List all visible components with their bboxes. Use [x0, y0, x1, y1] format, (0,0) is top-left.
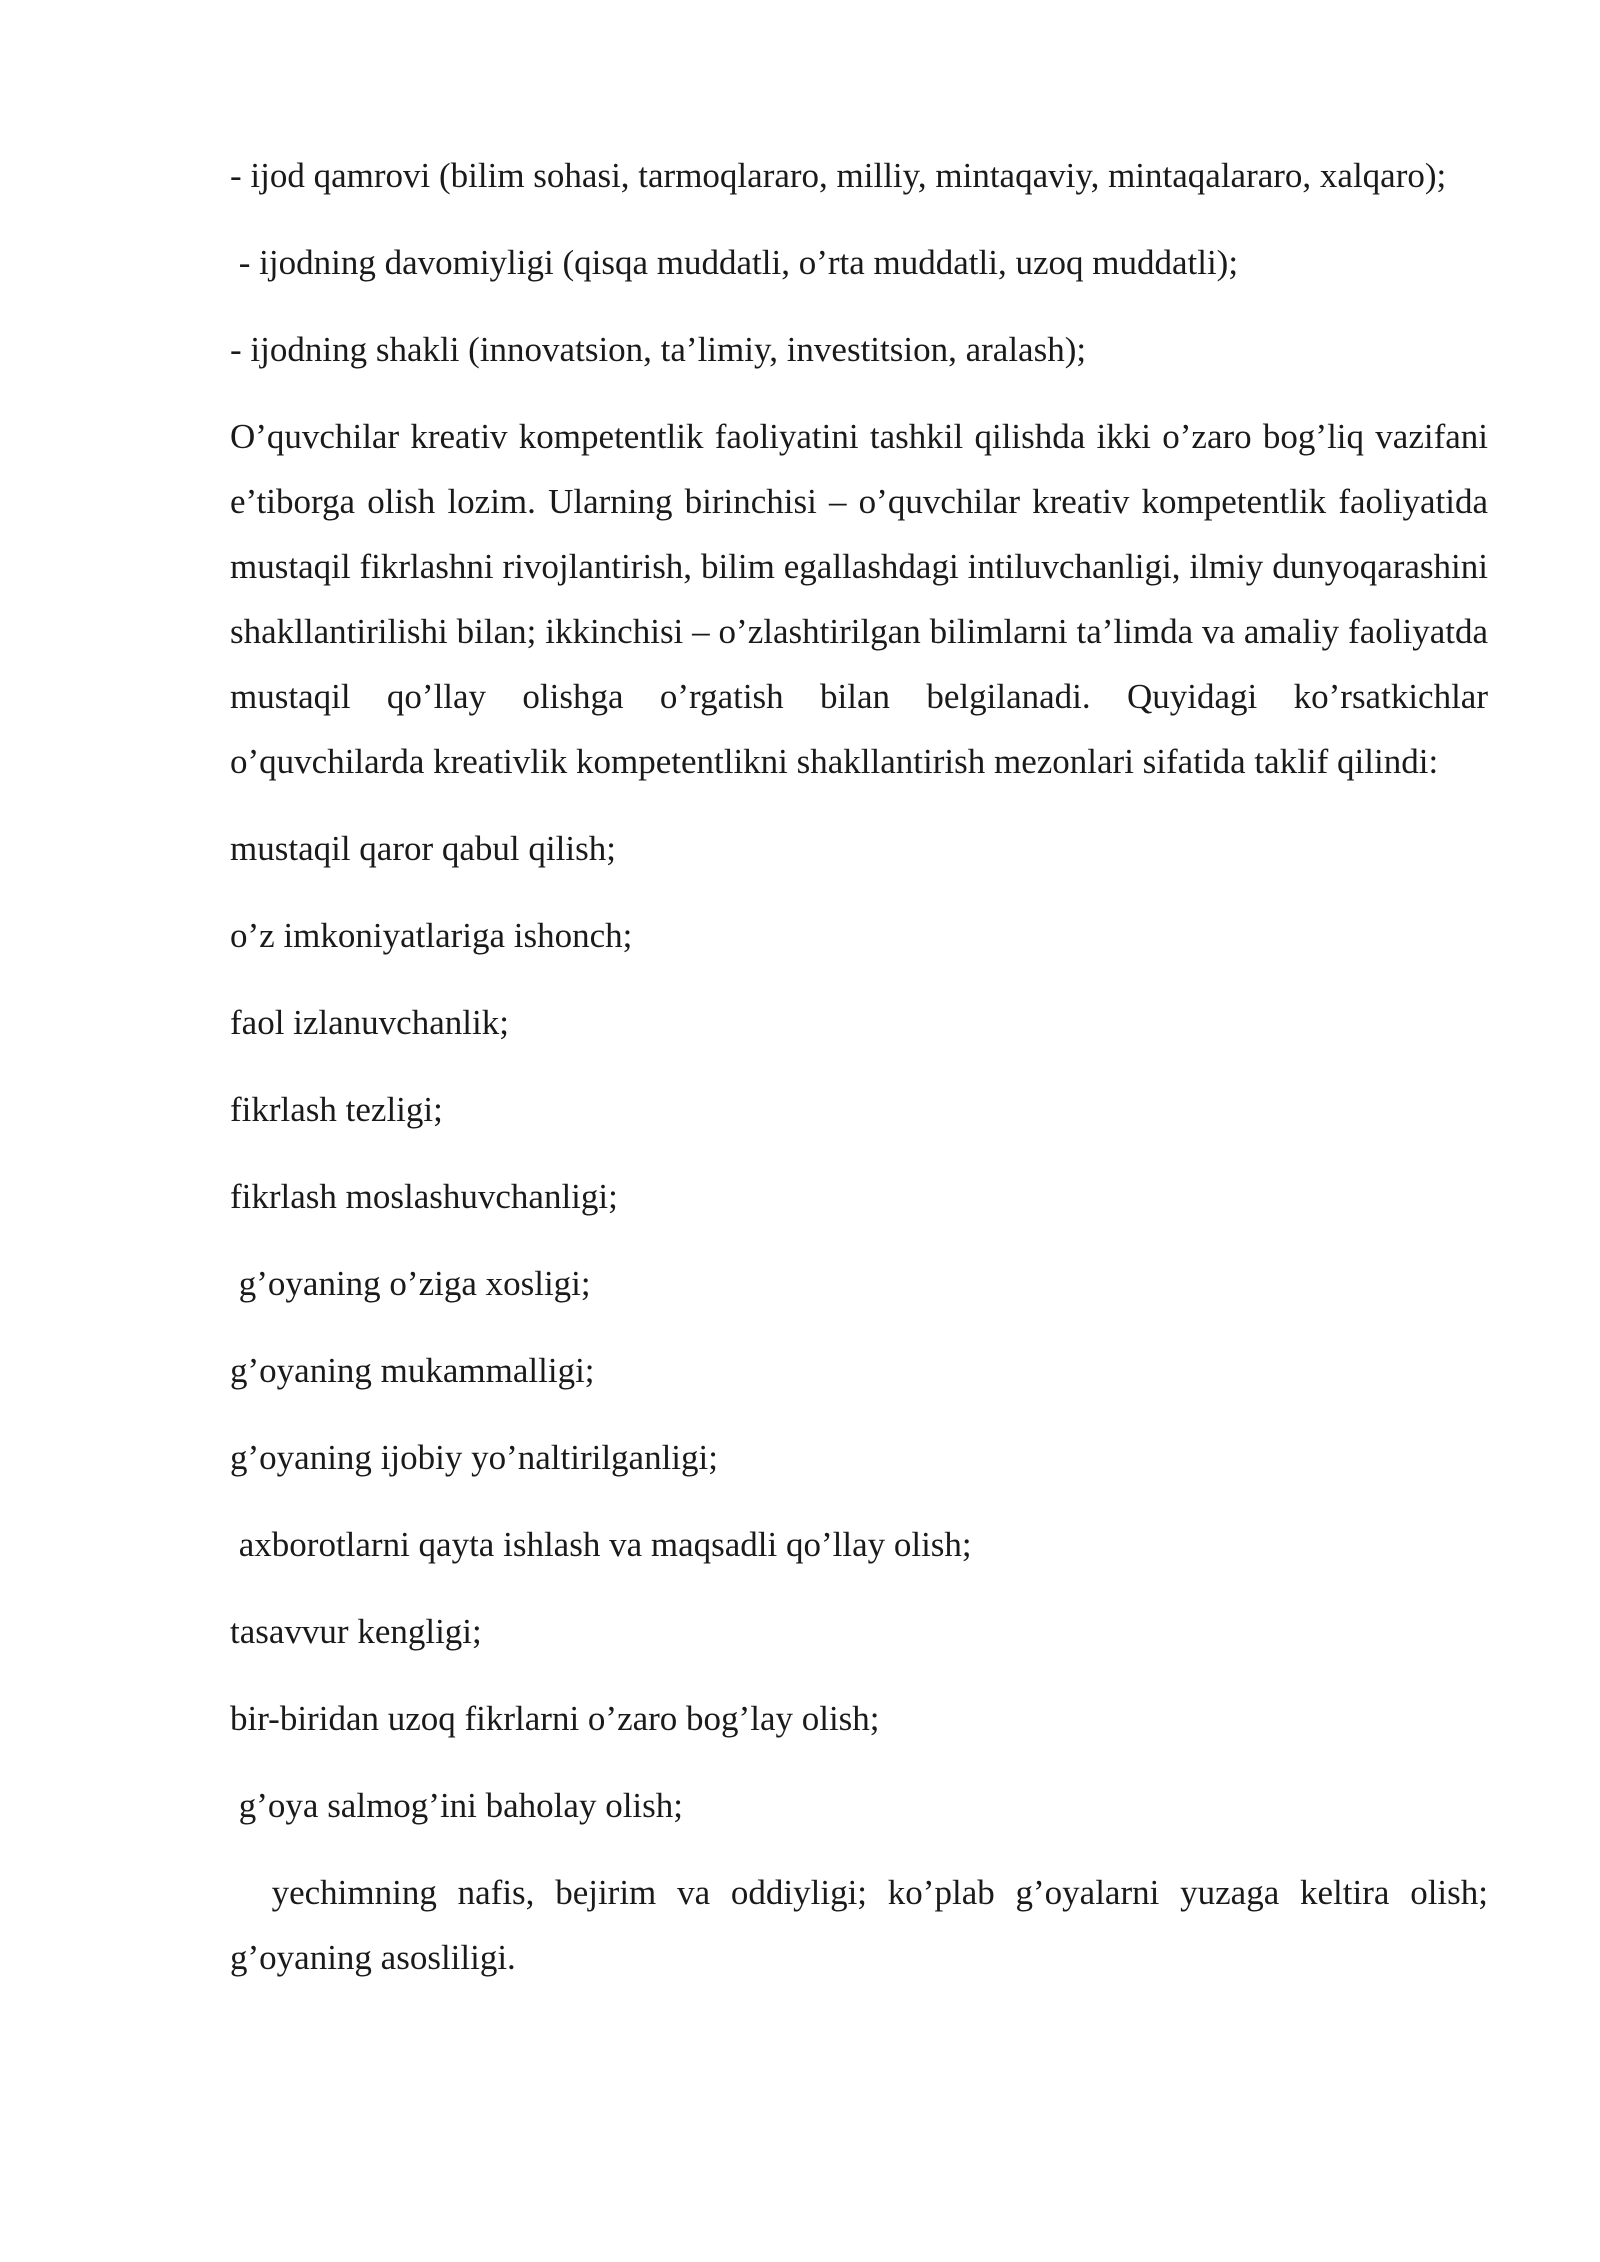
paragraph-duration: - ijodning davomiyligi (qisqa muddatli, o’rta muddatli, uzoq muddatli);	[230, 243, 1239, 282]
list-item: g’oya salmog’ini baholay olish;	[230, 1786, 683, 1825]
document-body	[230, 143, 1497, 2012]
list-item: bir-biridan uzoq fikrlarni o’zaro bog’lay olish;	[230, 1699, 880, 1738]
list-item: fikrlash moslashuvchanligi;	[230, 1177, 618, 1216]
paragraph-scope: - ijod qamrovi (bilim sohasi, tarmoqlararo, milliy, mintaqaviy, mintaqalararo, xalqaro);	[230, 156, 1447, 195]
list-item: o’z imkoniyatlariga ishonch;	[230, 916, 633, 955]
list-item: yechimning nafis, bejirim va oddiyligi; ko’plab g’oyalarni yuzaga keltira olish; g’oyaning asosliligi.	[230, 1873, 1497, 1977]
list-item: g’oyaning ijobiy yo’naltirilganligi;	[230, 1438, 718, 1477]
paragraph-main-text: O’quvchilar kreativ kompetentlik faoliyatini tashkil qilishda ikki o’zaro bog’liq vazifani e’tiborga olish lozim. Ularning birinchisi – o’quvchilar kreativ kompetentlik faoliyatida mustaqil fikrlashni rivojlantirish, bilim egallashdagi intiluvchanligi, ilmiy dunyoqarashini shakllantirilishi bilan; ikkinchisi – o’zlashtirilgan bilimlarni ta’limda va amaliy faoliyatda mustaqil qo’llay olishga o’rgatish bilan belgilanadi. Quyidagi ko’rsatkichlar o’quvchilarda kreativlik kompetentlikni shakllantirish mezonlari sifatida taklif qilindi:	[230, 417, 1497, 781]
list-item: faol izlanuvchanlik;	[230, 1003, 509, 1042]
list-item: mustaqil qaror qabul qilish;	[230, 829, 616, 868]
list-item: g’oyaning mukammalligi;	[230, 1351, 595, 1390]
list-item: axborotlarni qayta ishlash va maqsadli qo’llay olish;	[230, 1525, 972, 1564]
paragraph-form: - ijodning shakli (innovatsion, ta’limiy, investitsion, aralash);	[230, 330, 1087, 369]
list-item: fikrlash tezligi;	[230, 1090, 443, 1129]
list-item: g’oyaning o’ziga xosligi;	[230, 1264, 591, 1303]
list-item: tasavvur kengligi;	[230, 1612, 482, 1651]
